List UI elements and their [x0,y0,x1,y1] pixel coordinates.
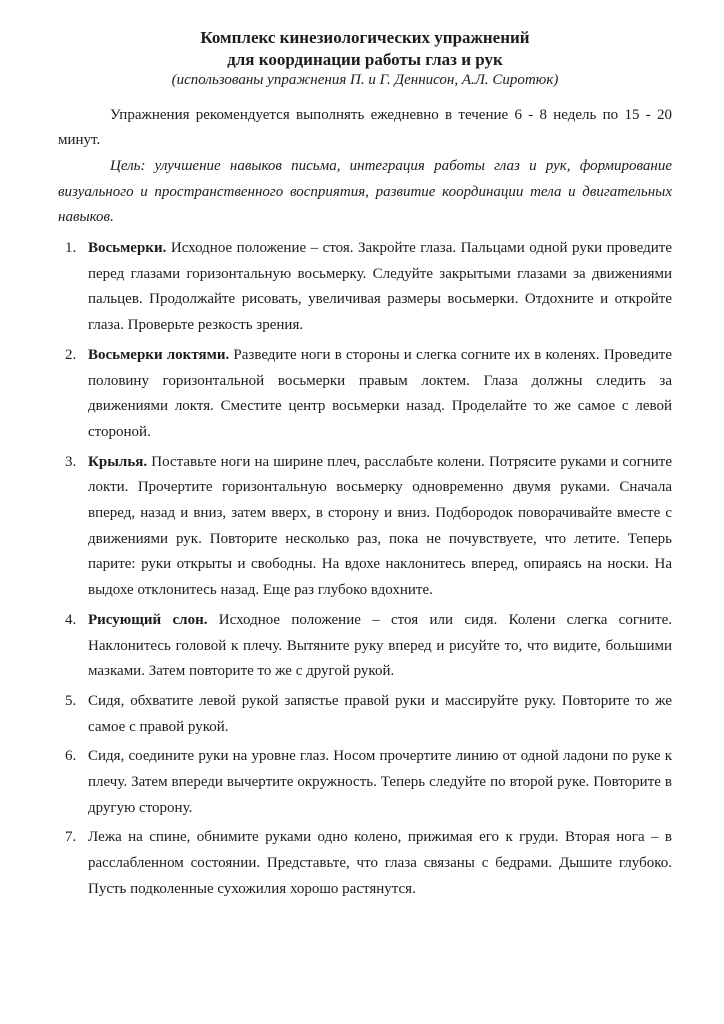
intro-paragraph: Упражнения рекомендуется выполнять ежедневно в течение 6 - 8 недель по 15 - 20 минут. [58,106,672,149]
exercise-item [58,450,672,604]
exercise-name: Восьмерки. [88,240,167,257]
exercise-number: 4. [65,611,77,628]
exercise-name: Крылья. [88,453,148,470]
doc-title-line1: Комплекс кинезиологических упражнений [200,28,530,47]
exercise-text: Поставьте ноги на ширине плеч, расслабьте колени. Потрясите руками и согните локти. Прочертите горизонтальную восьмерку одновременно двумя руками. Сначала вперед, назад и вниз, затем вверх, в сторону и вниз. Подбородок поворачивайте вместе с движениями рук. Повторите несколько раз, пока не почувствуете, что летите. Теперь парите: руки открыты и свободны. На вдохе наклонитесь вперед, опираясь на носки. На выдохе отклонитесь назад. Еще раз глубоко вдохните. [88,453,673,599]
exercise-text: Исходное положение – стоя или сидя. Колени слегка согните. Наклонитесь головой к плечу. Вытяните руку вперед и рисуйте то, что видите, большими мазками. Затем повторите то же с другой рукой. [88,611,672,680]
exercise-name: Рисующий слон. [88,611,208,628]
exercise-text: Сидя, соедините руки на уровне глаз. Носом прочертите линию от одной ладони по руке к плечу. Затем впереди вычертите окружность. Теперь следуйте по второй руке. Повторите в другую сторону. [88,748,672,816]
exercise-item [58,608,672,685]
exercise-number: 6. [65,748,77,765]
exercise-text: Сидя, обхватите левой рукой запястье правой руки и массируйте руку. Повторите то же самое с правой рукой. [88,692,672,735]
doc-title-line2: для координации работы глаз и рук [227,49,503,69]
exercise-item [58,825,672,902]
exercise-text: Исходное положение – стоя. Закройте глаза. Пальцами одной руки проведите перед глазами горизонтальную восьмерку. Следуйте закрытыми глазами за движениями пальцев. Продолжайте рисовать, увеличивая размеры восьмерки. Отдохните и откройте глаза. Проверьте резкость зрения. [88,240,673,334]
exercise-number: 2. [65,346,77,363]
goal-paragraph: Цель: улучшение навыков письма, интеграция работы глаз и рук, формирование визуального и пространственного восприятия, развитие координации тела и двигательных навыков. [58,157,672,226]
exercise-item [58,343,672,446]
exercise-list [58,236,672,903]
exercise-text: Разведите ноги в стороны и слегка согните их в коленях. Проведите половину горизонтальной восьмерки правым локтем. Глаза должны следить за движениями локтя. Сместите центр восьмерки назад. Проделайте то же самое с левой стороной. [88,346,673,440]
exercise-number: 1. [65,240,77,257]
exercise-name: Восьмерки локтями. [88,346,230,363]
exercise-text: Лежа на спине, обнимите руками одно колено, прижимая его к груди. Вторая нога – в расслабленном состоянии. Представьте, что глаза связаны с бедрами. Дышите глубоко. Пусть подколенные сухожилия хорошо растянутся. [88,829,672,897]
exercise-number: 3. [65,453,77,470]
exercise-number: 5. [65,692,77,709]
doc-credit: (использованы упражнения П. и Г. Деннисон, А.Л. Сиротюк) [171,72,559,88]
exercise-item [58,744,672,821]
exercise-item [58,689,672,740]
exercise-number: 7. [65,829,77,846]
exercise-item [58,236,672,339]
